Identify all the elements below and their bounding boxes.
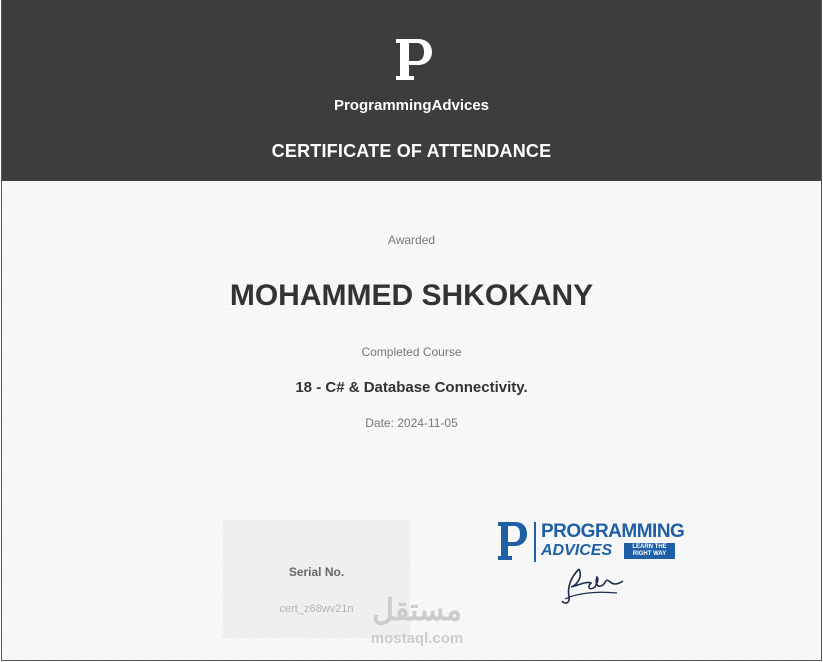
certificate-title: CERTIFICATE OF ATTENDANCE	[271, 141, 552, 161]
watermark-arabic: مستقل	[372, 594, 462, 627]
course-name: 18 - C# & Database Connectivity.	[295, 379, 528, 396]
certificate	[1, 0, 822, 661]
logo-line-programming: PROGRAMMING	[541, 521, 685, 542]
certificate-header	[2, 0, 821, 181]
serial-label: Serial No.	[288, 565, 345, 579]
programming-advices-logo	[497, 520, 697, 565]
completion-date: Date: 2024-11-05	[365, 416, 458, 430]
p-logo-icon	[497, 520, 529, 562]
awarded-label: Awarded	[387, 233, 436, 247]
logo-line-advices: ADVICES	[541, 542, 613, 559]
logo-tagline	[624, 543, 675, 559]
watermark-latin: mostaql.com	[370, 630, 464, 647]
serial-value: cert_z68wv21n	[279, 603, 354, 615]
tagline-line2: RIGHT WAY	[632, 551, 667, 557]
signature-icon	[557, 563, 637, 608]
recipient-name: MOHAMMED SHKOKANY	[229, 279, 594, 312]
logo-divider	[533, 522, 537, 562]
tagline-line1: LEARN THE	[632, 544, 667, 550]
completed-course-label: Completed Course	[361, 345, 462, 359]
brand-name: ProgrammingAdvices	[333, 97, 490, 114]
p-code-logo-icon	[394, 36, 434, 82]
